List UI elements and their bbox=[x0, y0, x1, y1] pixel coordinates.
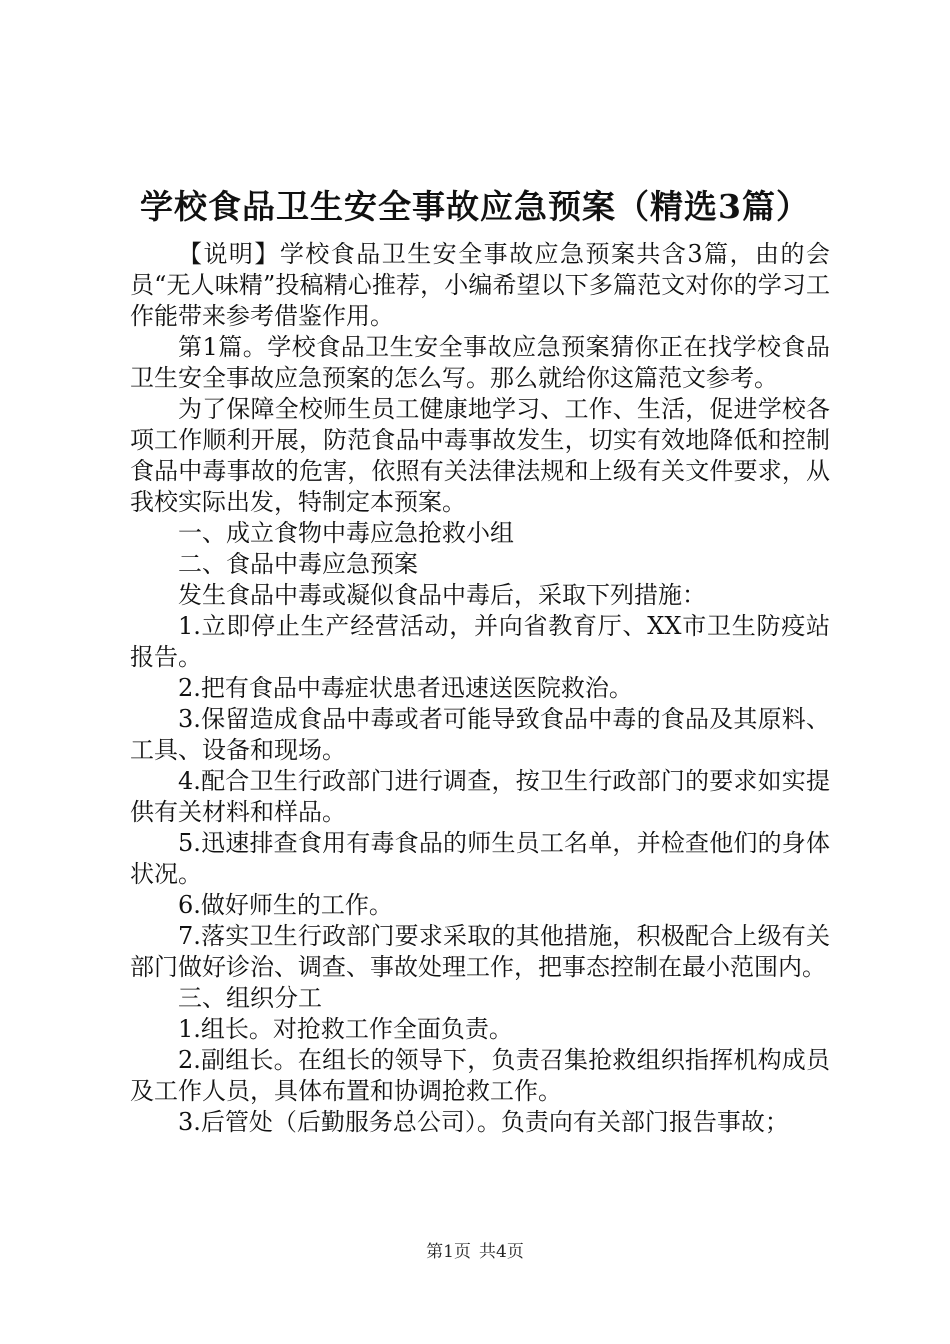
list-item: 1.组长。对抢救工作全面负责。 bbox=[178, 1015, 513, 1043]
section-heading: 三、组织分工 bbox=[178, 984, 322, 1012]
paragraph: 第1篇。学校食品卫生安全事故应急预案猜你正在找学校食品卫生安全事故应急预案的怎么写。那么就给你这篇范文参考。 bbox=[130, 333, 830, 392]
list-item: 5.迅速排查食用有毒食品的师生员工名单，并检查他们的身体状况。 bbox=[130, 829, 830, 888]
paragraph: 发生食品中毒或凝似食品中毒后，采取下列措施： bbox=[178, 581, 706, 609]
list-item: 3.后管处（后勤服务总公司）。负责向有关部门报告事故； bbox=[178, 1108, 789, 1136]
list-item: 2.把有食品中毒症状患者迅速送医院救治。 bbox=[178, 674, 633, 702]
section-heading: 一、成立食物中毒应急抢救小组 bbox=[178, 519, 514, 547]
page-footer bbox=[0, 1241, 950, 1263]
list-item: 1.立即停止生产经营活动，并向省教育厅、XX市卫生防疫站报告。 bbox=[130, 612, 830, 671]
document-title: 学校食品卫生安全事故应急预案（精选3篇） bbox=[140, 187, 810, 226]
page-total: 共4页 bbox=[479, 1242, 524, 1262]
document-body bbox=[130, 239, 830, 1138]
list-item: 2.副组长。在组长的领导下，负责召集抢救组织指挥机构成员及工作人员，具体布置和协调抢救工作。 bbox=[130, 1046, 830, 1105]
list-item: 6.做好师生的工作。 bbox=[178, 891, 393, 919]
section-heading: 二、食品中毒应急预案 bbox=[178, 550, 418, 578]
page-number: 第1页 bbox=[426, 1242, 471, 1262]
paragraph: 【说明】学校食品卫生安全事故应急预案共含3篇，由的会员“无人味精”投稿精心推荐，小编希望以下多篇范文对你的学习工作能带来参考借鉴作用。 bbox=[130, 240, 830, 330]
list-item: 4.配合卫生行政部门进行调查，按卫生行政部门的要求如实提供有关材料和样品。 bbox=[130, 767, 830, 826]
list-item: 7.落实卫生行政部门要求采取的其他措施，积极配合上级有关部门做好诊治、调查、事故处理工作，把事态控制在最小范围内。 bbox=[130, 922, 830, 981]
list-item: 3.保留造成食品中毒或者可能导致食品中毒的食品及其原料、工具、设备和现场。 bbox=[130, 705, 830, 764]
paragraph: 为了保障全校师生员工健康地学习、工作、生活，促进学校各项工作顺利开展，防范食品中毒事故发生，切实有效地降低和控制食品中毒事故的危害，依照有关法律法规和上级有关文件要求，从我校实际出发，特制定本预案。 bbox=[130, 395, 830, 516]
